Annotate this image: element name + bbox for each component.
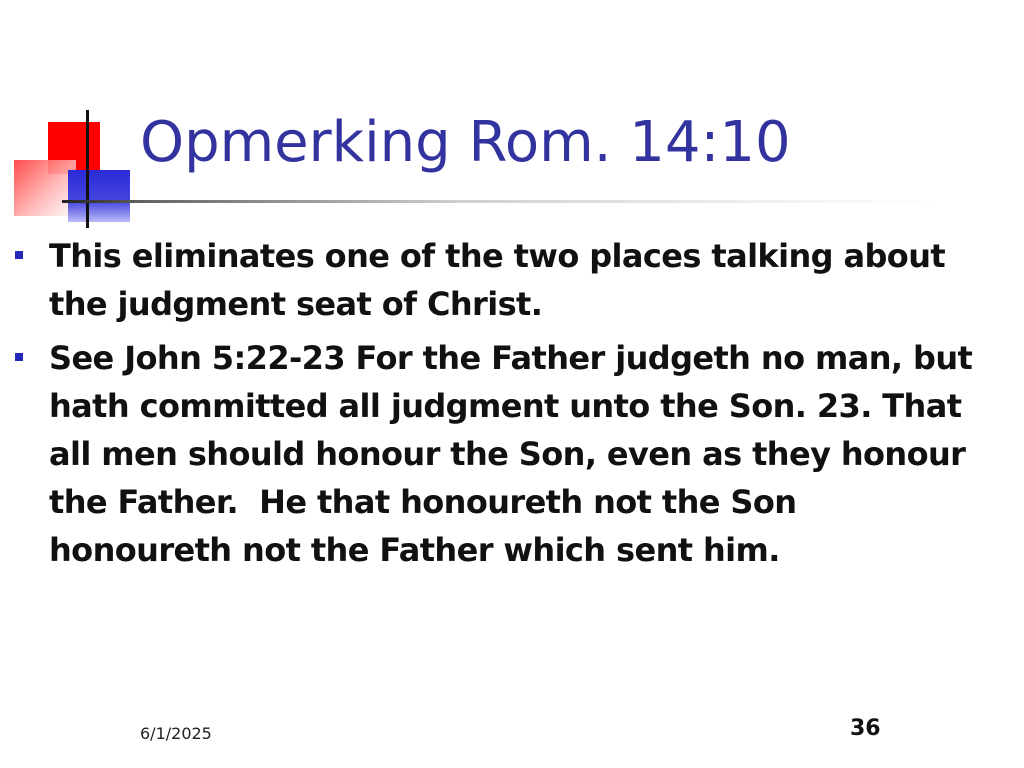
bullet-text: This eliminates one of the two places talking about the judgment seat of Christ. <box>49 237 946 323</box>
title-underline-rule <box>62 200 942 203</box>
faded-red-square-shape <box>14 160 76 216</box>
vertical-rule <box>86 110 89 228</box>
blue-square-shape <box>68 170 130 222</box>
bullet-item <box>12 334 982 574</box>
slide-logo-decoration <box>0 100 150 230</box>
bullet-text: See John 5:22-23 For the Father judgeth no man, but hath committed all judgment unto the Son. 23. That all men should honour the Son, even as they honour the Father. He that honoureth not the Son honoureth not the Father which sent him. <box>49 339 983 569</box>
footer-date: 6/1/2025 <box>140 724 212 743</box>
bullet-item <box>12 232 982 328</box>
square-bullet-icon <box>15 251 23 259</box>
square-bullet-icon <box>15 353 23 361</box>
bullet-list <box>12 232 982 580</box>
slide-title: Opmerking Rom. 14:10 <box>140 110 791 175</box>
slide-number: 36 <box>850 716 881 741</box>
